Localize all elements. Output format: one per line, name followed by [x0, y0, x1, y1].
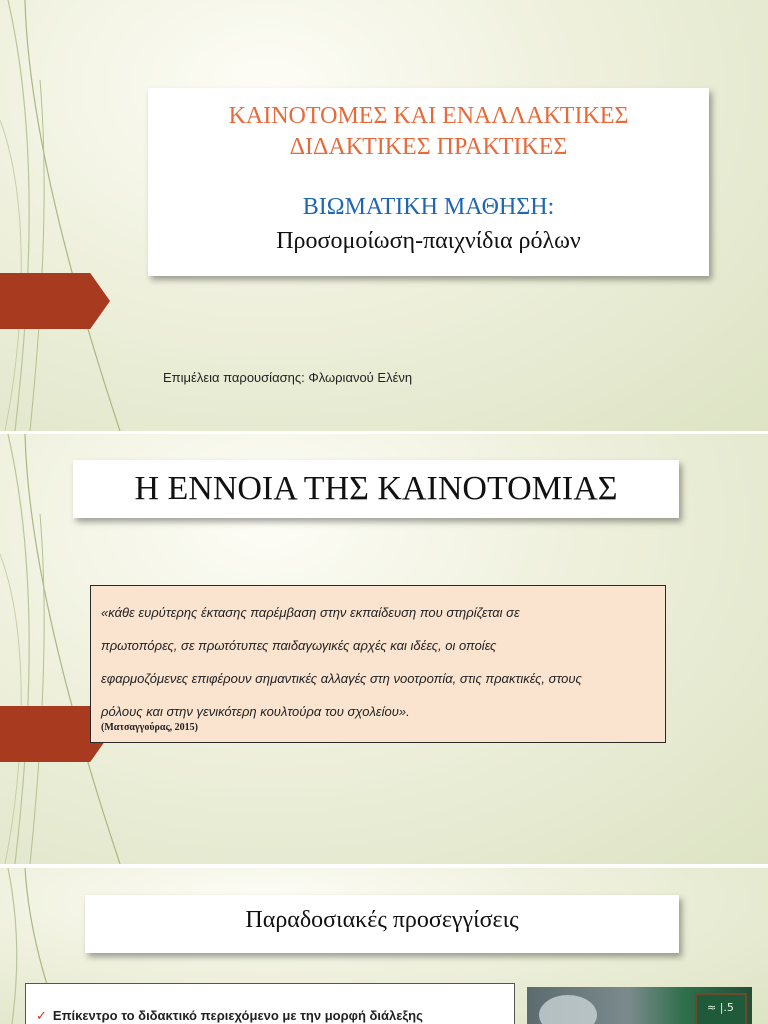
presenter-credit: Επιμέλεια παρουσίασης: Φλωριανού Ελένη — [163, 370, 413, 385]
slide-title[interactable]: Η ΕΝΝΟΙΑ ΤΗΣ ΚΑΙΝΟΤΟΜΙΑΣ — [73, 460, 679, 518]
quote-line: πρωτοπόρες, σε πρωτότυπες παιδαγωγικές αρχές και ιδέες, οι οποίες — [101, 638, 497, 653]
quote-citation: (Ματσαγγούρας, 2015) — [101, 722, 199, 733]
main-heading — [148, 101, 709, 163]
slide-1[interactable] — [0, 0, 768, 431]
heading-line-2: ΔΙΔΑΚΤΙΚΕΣ ΠΡΑΚΤΙΚΕΣ — [289, 134, 568, 160]
red-arrow-ribbon — [0, 273, 110, 329]
definition-quote-box[interactable] — [90, 585, 666, 743]
quote-line: ρόλους και στην γενικότερη κουλτούρα του σχολείου». — [101, 704, 410, 719]
bullet-text: Επίκεντρο το διδακτικό περιεχόμενο με την μορφή διάλεξης — [52, 1008, 423, 1023]
quote-text — [101, 596, 655, 728]
bullet-list-box[interactable] — [25, 983, 515, 1024]
heading-line-1: ΚΑΙΝΟΤΟΜΕΣ ΚΑΙ ΕΝΑΛΛΑΚΤΙΚΕΣ — [228, 103, 629, 129]
slide-title[interactable]: Παραδοσιακές προσεγγίσεις — [85, 895, 679, 953]
checkmark-icon: ✓ — [36, 1008, 47, 1023]
subheading: ΒΙΩΜΑΤΙΚΗ ΜΑΘΗΣΗ: — [302, 194, 555, 220]
classroom-illustration — [527, 987, 752, 1024]
speech-bubble-icon — [539, 995, 597, 1024]
slide-2[interactable] — [0, 434, 768, 864]
title-box[interactable] — [148, 88, 709, 276]
quote-line: εφαρμοζόμενες επιφέρουν σημαντικές αλλαγές στη νοοτροπία, στις πρακτικές, στους — [101, 671, 582, 686]
quote-line: «κάθε ευρύτερης έκτασης παρέμβαση στην εκπαίδευση που στηρίζεται σε — [101, 605, 520, 620]
slide-3[interactable] — [0, 868, 768, 1024]
subtitle: Προσομοίωση-παιχνίδια ρόλων — [276, 228, 581, 254]
chalk-writing: ≈ |.5 — [707, 1001, 734, 1014]
